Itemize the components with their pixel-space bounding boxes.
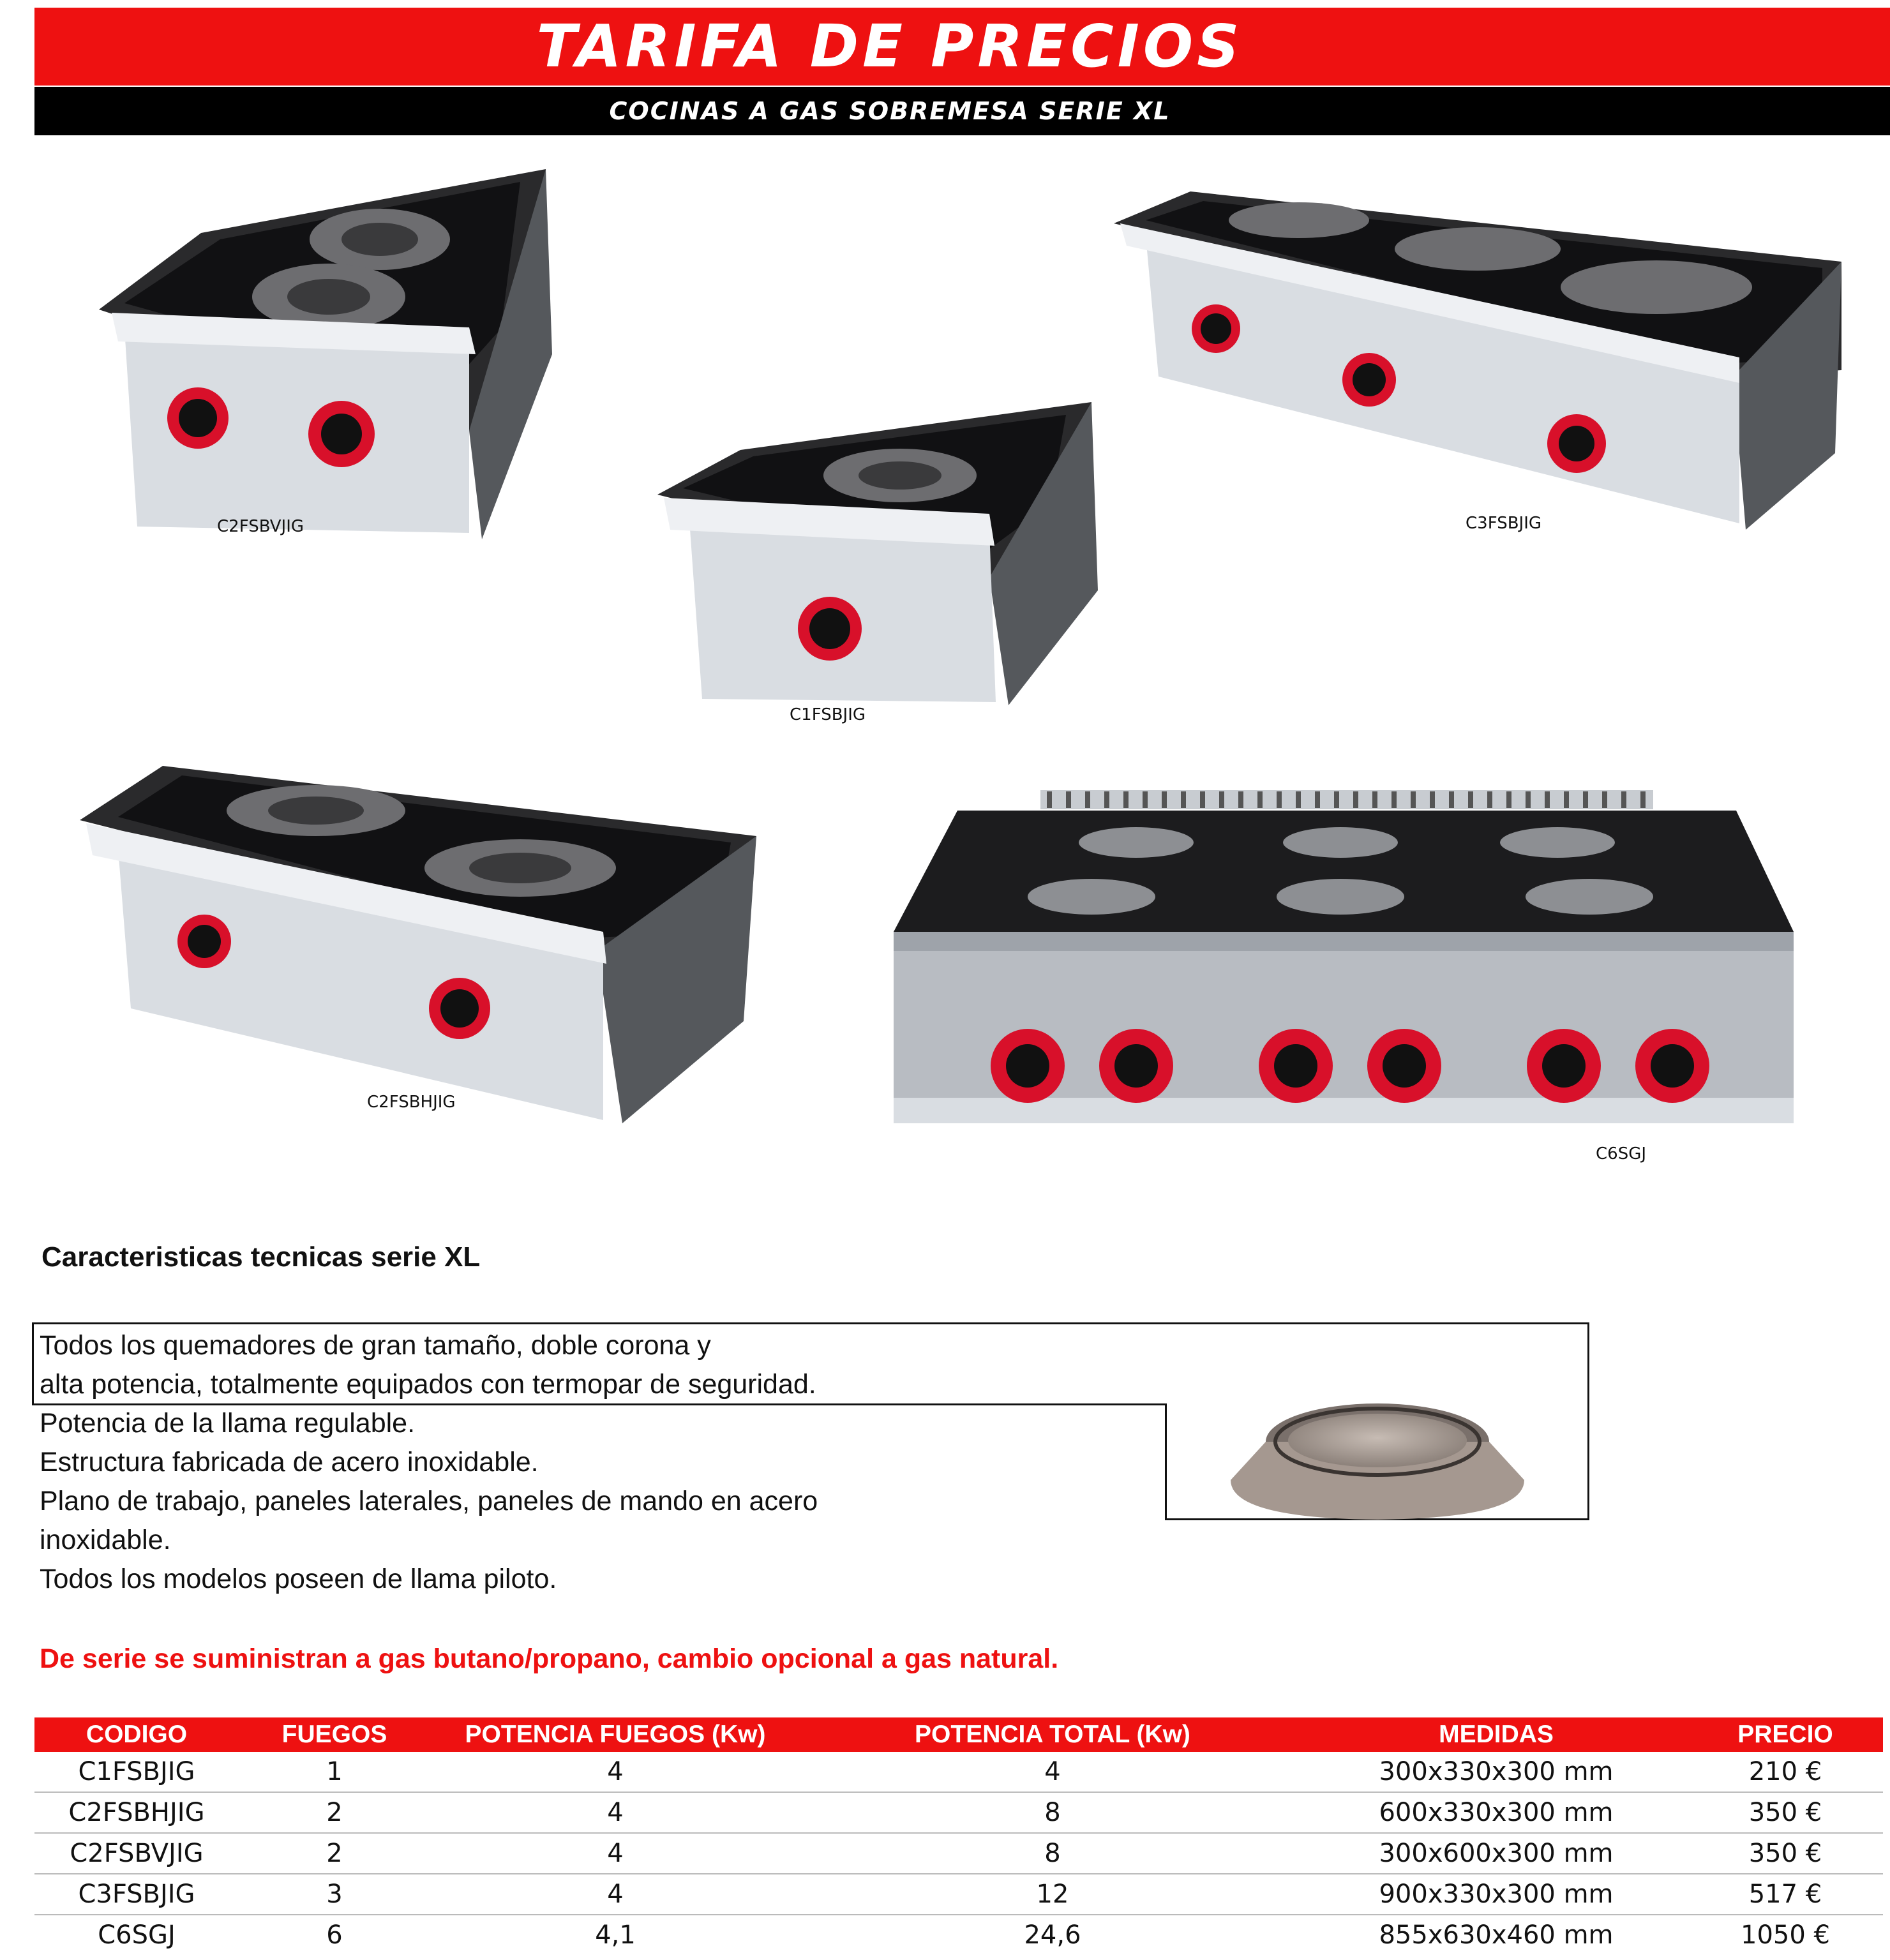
cell-precio: 350 € (1748, 1798, 1822, 1827)
page-title: TARIFA DE PRECIOS (536, 12, 1243, 80)
cell-fuegos: 1 (326, 1757, 343, 1786)
product-caption-c3fsbjig: C3FSBJIG (1466, 514, 1542, 533)
specs-list (40, 1326, 818, 1599)
cell-potencia-fuegos: 4,1 (595, 1920, 636, 1950)
column-header-codigo: CODIGO (34, 1717, 239, 1752)
column-header-fuegos: FUEGOS (239, 1717, 430, 1752)
cell-potencia-total: 12 (1036, 1880, 1069, 1909)
cell-medidas: 300x330x300 mm (1379, 1757, 1614, 1786)
gas-notice: De serie se suministran a gas butano/propano, cambio opcional a gas natural. (40, 1643, 1059, 1674)
cell-medidas: 600x330x300 mm (1379, 1798, 1614, 1827)
spec-line: Todos los modelos poseen de llama piloto. (40, 1564, 557, 1594)
spec-line: alta potencia, totalmente equipados con termopar de seguridad. (40, 1369, 816, 1400)
cell-codigo: C6SGJ (98, 1920, 176, 1950)
cell-codigo: C2FSBVJIG (70, 1839, 204, 1868)
cell-potencia-fuegos: 4 (607, 1880, 624, 1909)
spec-line: Plano de trabajo, paneles laterales, paneles de mando en acero (40, 1486, 818, 1516)
title-banner (34, 8, 1890, 86)
spec-line: Potencia de la llama regulable. (40, 1408, 416, 1439)
price-table (34, 1717, 1883, 1955)
table-row (34, 1792, 1883, 1833)
cell-precio: 210 € (1748, 1757, 1822, 1786)
column-header-potencia-fuegos: POTENCIA FUEGOS (Kw) (430, 1717, 800, 1752)
cell-potencia-total: 8 (1044, 1798, 1061, 1827)
cell-precio: 517 € (1748, 1880, 1822, 1909)
cell-codigo: C1FSBJIG (78, 1757, 195, 1786)
specs-title: Caracteristicas tecnicas serie XL (41, 1241, 481, 1273)
table-row (34, 1833, 1883, 1874)
cell-precio: 1050 € (1741, 1920, 1830, 1950)
column-header-potencia-total: POTENCIA TOTAL (Kw) (800, 1717, 1305, 1752)
product-caption-c6sgj: C6SGJ (1596, 1144, 1647, 1163)
product-image-c2fsbvjig (61, 163, 565, 539)
spec-line: Estructura fabricada de acero inoxidable. (40, 1447, 539, 1477)
cell-potencia-fuegos: 4 (607, 1757, 624, 1786)
spec-line: Todos los quemadores de gran tamaño, doble corona y (40, 1330, 711, 1361)
burner-icon (1167, 1403, 1591, 1520)
page-subtitle: COCINAS A GAS SOBREMESA SERIE XL (609, 97, 1171, 125)
cell-fuegos: 2 (326, 1839, 343, 1868)
cell-potencia-total: 8 (1044, 1839, 1061, 1868)
cell-potencia-total: 24,6 (1024, 1920, 1081, 1950)
table-row (34, 1874, 1883, 1915)
product-image-c3fsbjig (1107, 185, 1848, 530)
cell-potencia-fuegos: 4 (607, 1798, 624, 1827)
product-image-c6sgj (881, 785, 1826, 1155)
product-caption-c2fsbhjig: C2FSBHJIG (367, 1093, 456, 1112)
column-header-medidas: MEDIDAS (1305, 1717, 1688, 1752)
burner-image-frame (1165, 1403, 1589, 1520)
cell-medidas: 855x630x460 mm (1379, 1920, 1614, 1950)
cell-codigo: C3FSBJIG (78, 1880, 195, 1909)
cell-codigo: C2FSBHJIG (68, 1798, 205, 1827)
subtitle-bar (34, 87, 1890, 135)
table-header-row (34, 1717, 1883, 1752)
cell-fuegos: 2 (326, 1798, 343, 1827)
cell-medidas: 900x330x300 mm (1379, 1880, 1614, 1909)
table-row (34, 1752, 1883, 1792)
spec-line: inoxidable. (40, 1525, 171, 1555)
table-row (34, 1915, 1883, 1955)
cell-fuegos: 6 (326, 1920, 343, 1950)
cell-potencia-total: 4 (1044, 1757, 1061, 1786)
cell-potencia-fuegos: 4 (607, 1839, 624, 1868)
product-caption-c2fsbvjig: C2FSBVJIG (217, 517, 304, 536)
cell-precio: 350 € (1748, 1839, 1822, 1868)
product-caption-c1fsbjig: C1FSBJIG (790, 705, 866, 724)
column-header-precio: PRECIO (1688, 1717, 1883, 1752)
cell-fuegos: 3 (326, 1880, 343, 1909)
cell-medidas: 300x600x300 mm (1379, 1839, 1614, 1868)
product-image-c1fsbjig (645, 399, 1101, 708)
product-image-c2fsbhjig (73, 753, 756, 1123)
